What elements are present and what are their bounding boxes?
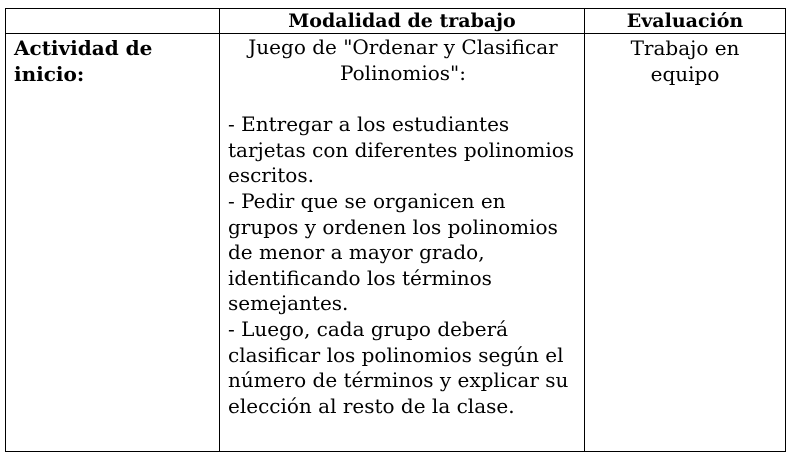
header-modalidad: Modalidad de trabajo: [220, 9, 585, 34]
activity-intro-line1: Juego de "Ordenar y Clasificar: [248, 35, 558, 59]
activity-label-cell: [6, 34, 220, 452]
lesson-plan-table: [5, 8, 786, 452]
evaluation-line2: equipo: [650, 62, 720, 86]
activity-label-line1: Actividad de: [14, 36, 153, 60]
activity-intro-line2: Polinomios":: [339, 60, 466, 85]
activity-row: [6, 34, 786, 452]
evaluation-cell: [585, 34, 786, 452]
activity-intro: [228, 35, 578, 86]
evaluation-text: [585, 35, 785, 87]
step-item: - Luego, cada grupo deberá clasificar los polinomios según el número de términos y explicar su elección al resto de la clase.: [228, 316, 569, 418]
modalidad-content: [220, 35, 584, 419]
header-empty-cell: [6, 9, 220, 34]
header-evaluacion: Evaluación: [585, 9, 786, 34]
step-item: - Entregar a los estudiantes tarjetas con diferentes polinomios escritos.: [228, 112, 575, 188]
activity-label: [6, 35, 219, 87]
modalidad-cell: [220, 34, 585, 452]
activity-label-line2: inicio:: [14, 62, 85, 86]
step-item: - Pedir que se organicen en grupos y ordenen los polinomios de menor a mayor grado, identificando los términos semejantes.: [228, 188, 558, 316]
header-row: [6, 9, 786, 34]
evaluation-line1: Trabajo en: [630, 36, 740, 60]
spacer: [228, 86, 578, 112]
